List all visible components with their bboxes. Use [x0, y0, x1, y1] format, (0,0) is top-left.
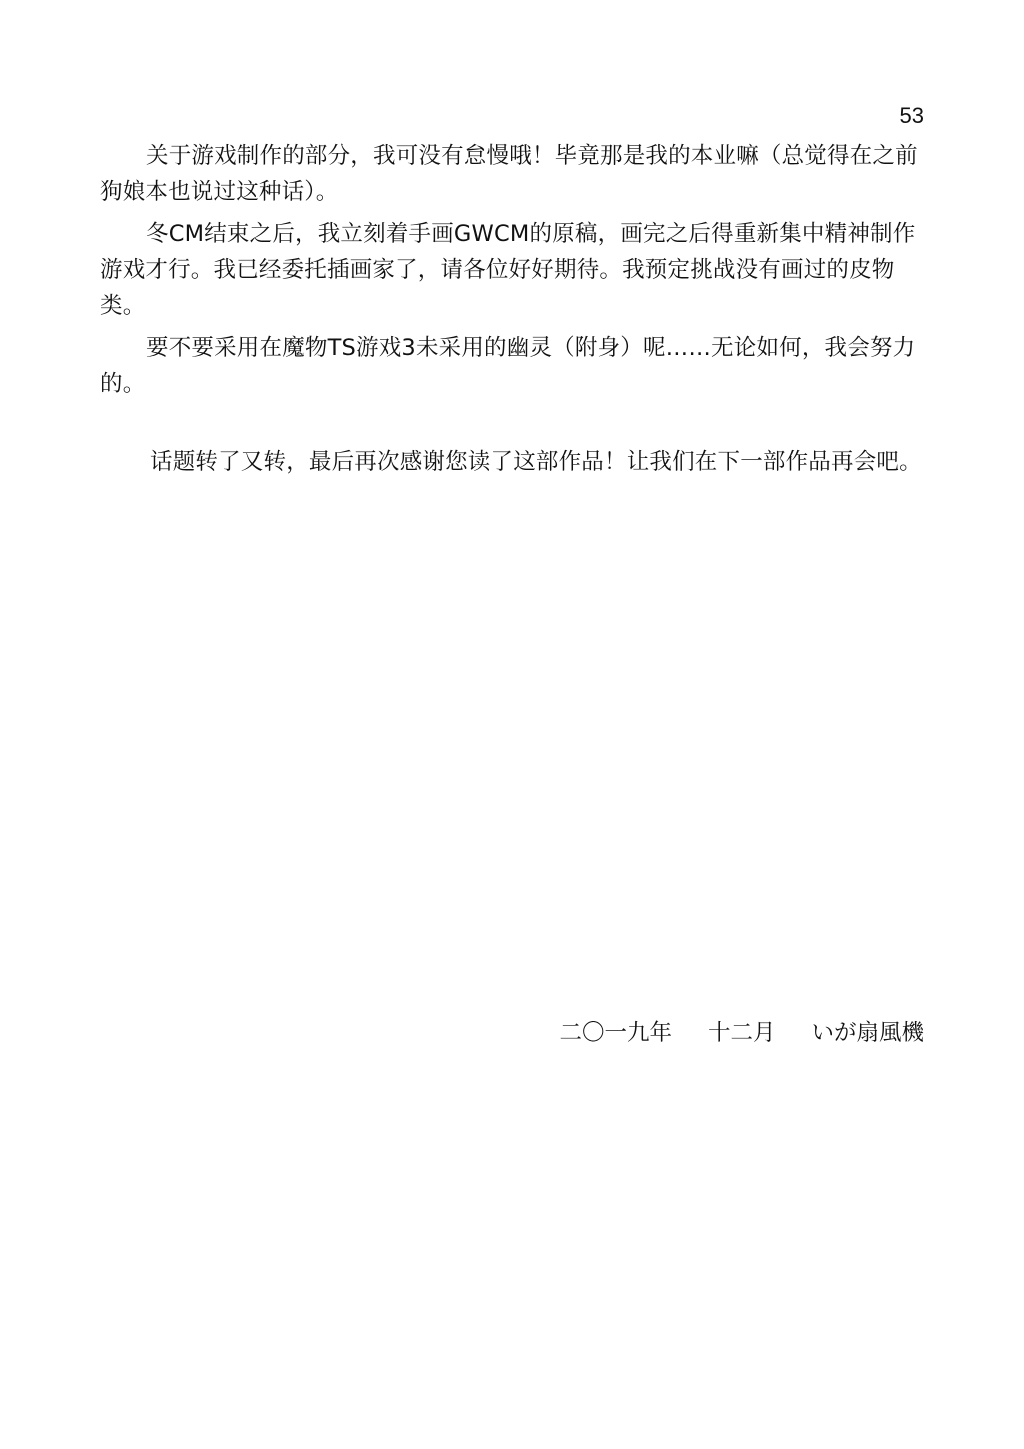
signature-author: いが扇風機 [811, 1020, 924, 1046]
page-number: 53 [899, 103, 924, 128]
signature-month: 十二月 [707, 1020, 776, 1046]
paragraph: 关于游戏制作的部分，我可没有怠慢哦！毕竟那是我的本业嘛（总觉得在之前狗娘本也说过这种话）。 [100, 143, 918, 205]
paragraph: 要不要采用在魔物TS游戏3未采用的幽灵（附身）呢……无论如何，我会努力的。 [100, 335, 916, 397]
body-text [100, 138, 924, 486]
signature [559, 1016, 924, 1050]
paragraph: 冬CM结束之后，我立刻着手画GWCM的原稿，画完之后得重新集中精神制作游戏才行。我已经委托插画家了，请各位好好期待。我预定挑战没有画过的皮物类。 [100, 221, 916, 319]
signature-year: 二〇一九年 [559, 1020, 672, 1046]
paragraph-closing: 话题转了又转，最后再次感谢您读了这部作品！让我们在下一部作品再会吧。 [150, 449, 922, 475]
